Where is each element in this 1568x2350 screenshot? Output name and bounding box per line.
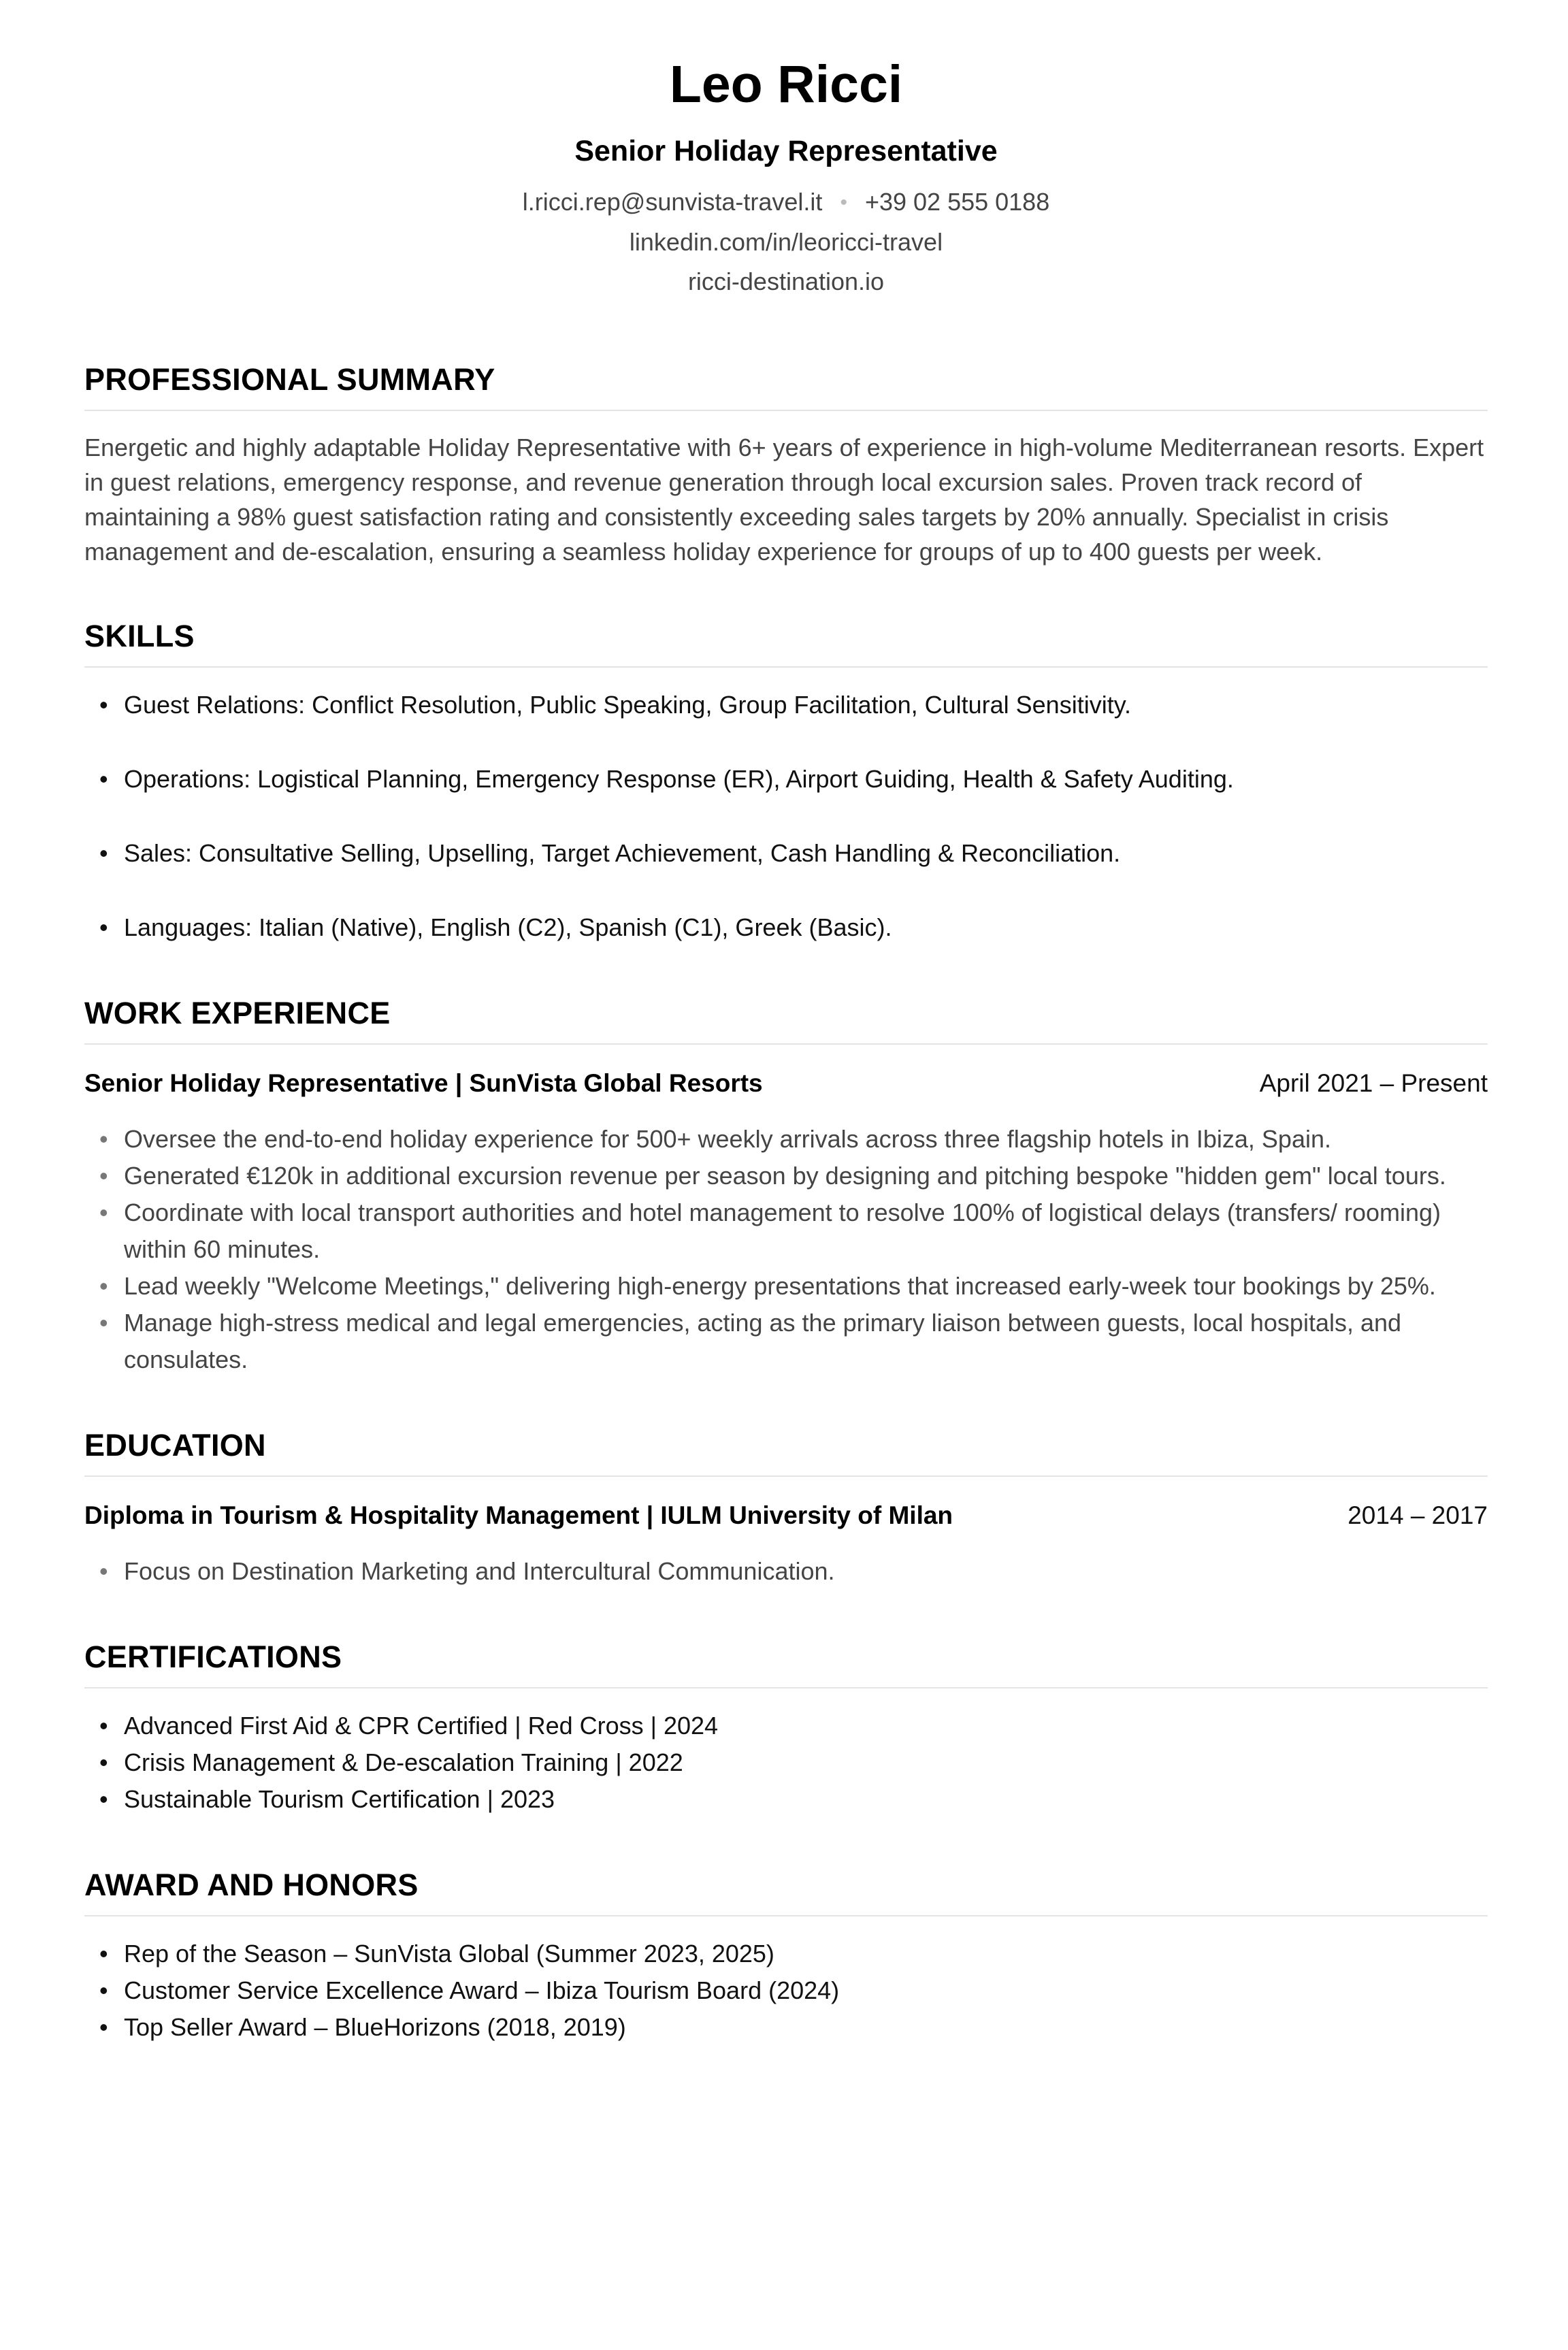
- education-bullets: [84, 1553, 1488, 1590]
- summary-text: Energetic and highly adaptable Holiday Representative with 6+ years of experience in high-volume Mediterranean resorts. Expert in guest relations, emergency response, and revenue generation through local excursion sales. Proven track record of maintaining a 98% guest satisfaction rating and consistently exceeding sales targets by 20% annually. Specialist in crisis management and de-escalation, ensuring a seamless holiday experience for groups of up to 400 guests per week.: [84, 434, 1484, 566]
- section-heading-education: EDUCATION: [84, 1430, 1488, 1477]
- bullet-icon: •: [99, 913, 108, 941]
- bullet-icon: •: [99, 1785, 108, 1813]
- list-item: • Lead weekly "Welcome Meetings," delivering high-energy presentations that increased early-week tour bookings by 25%.: [84, 1268, 1488, 1305]
- list-item: • Generated €120k in additional excursion revenue per season by designing and pitching bespoke "hidden gem" local tours.: [84, 1158, 1488, 1194]
- bullet-icon: •: [99, 1272, 108, 1300]
- candidate-role: Senior Holiday Representative: [574, 135, 998, 167]
- section-heading-awards: AWARD AND HONORS: [84, 1870, 1488, 1916]
- degree-title: Diploma in Tourism & Hospitality Management | IULM University of Milan: [84, 1501, 953, 1529]
- bullet-icon: •: [99, 691, 108, 719]
- skills-list: [84, 687, 1488, 946]
- bullet-icon: •: [99, 1940, 108, 1968]
- bullet-icon: •: [99, 2013, 108, 2041]
- section-summary: [84, 364, 1488, 569]
- phone-number[interactable]: +39 02 555 0188: [864, 188, 1050, 216]
- bullet-icon: •: [99, 1976, 108, 2004]
- list-item: • Oversee the end-to-end holiday experience for 500+ weekly arrivals across three flagship hotels in Ibiza, Spain.: [84, 1121, 1488, 1158]
- list-item: • Languages: Italian (Native), English (C2), Spanish (C1), Greek (Basic).: [84, 909, 1488, 946]
- awards-list: [84, 1936, 1488, 2046]
- list-item: • Sales: Consultative Selling, Upselling, Target Achievement, Cash Handling & Reconciliation.: [84, 835, 1488, 872]
- section-heading-certifications: CERTIFICATIONS: [84, 1642, 1488, 1688]
- bullet-icon: •: [99, 839, 108, 867]
- list-item: • Operations: Logistical Planning, Emergency Response (ER), Airport Guiding, Health & Safety Auditing.: [84, 761, 1488, 798]
- section-heading-skills: SKILLS: [84, 621, 1488, 668]
- section-certifications: [84, 1639, 1488, 1818]
- bullet-icon: •: [99, 765, 108, 793]
- contact-line-primary: [84, 182, 1488, 223]
- certifications-list: [84, 1708, 1488, 1818]
- website-link[interactable]: ricci-destination.io: [687, 267, 885, 295]
- section-heading-summary: PROFESSIONAL SUMMARY: [84, 364, 1488, 411]
- candidate-name: Leo Ricci: [669, 55, 903, 114]
- education-entry-header: [84, 1497, 1488, 1534]
- job-title: Senior Holiday Representative | SunVista Global Resorts: [84, 1069, 763, 1097]
- resume-header: [84, 55, 1488, 301]
- bullet-icon: •: [99, 1712, 108, 1740]
- section-experience: [84, 998, 1488, 1378]
- list-item: • Coordinate with local transport authorities and hotel management to resolve 100% of logistical delays (transfers/ rooming) within 60 minutes.: [84, 1194, 1488, 1268]
- separator-dot: •: [840, 191, 847, 214]
- list-item: • Focus on Destination Marketing and Intercultural Communication.: [84, 1553, 1488, 1590]
- section-education: [84, 1430, 1488, 1590]
- bullet-icon: •: [99, 1748, 108, 1776]
- experience-entry-header: [84, 1065, 1488, 1102]
- list-item: • Top Seller Award – BlueHorizons (2018, 2019): [84, 2009, 1488, 2046]
- bullet-icon: •: [99, 1309, 108, 1337]
- bullet-icon: •: [99, 1557, 108, 1585]
- section-awards: [84, 1867, 1488, 2046]
- linkedin-link[interactable]: linkedin.com/in/leoricci-travel: [629, 228, 943, 256]
- list-item: • Customer Service Excellence Award – Ibiza Tourism Board (2024): [84, 1972, 1488, 2009]
- experience-bullets: [84, 1121, 1488, 1378]
- section-heading-experience: WORK EXPERIENCE: [84, 998, 1488, 1045]
- job-date: April 2021 – Present: [1259, 1069, 1488, 1097]
- degree-date: 2014 – 2017: [1348, 1501, 1488, 1529]
- bullet-icon: •: [99, 1162, 108, 1190]
- list-item: • Rep of the Season – SunVista Global (Summer 2023, 2025): [84, 1936, 1488, 1972]
- list-item: • Manage high-stress medical and legal emergencies, acting as the primary liaison between guests, local hospitals, and consulates.: [84, 1305, 1488, 1378]
- contact-info: [84, 182, 1488, 301]
- list-item: • Guest Relations: Conflict Resolution, Public Speaking, Group Facilitation, Cultural Sensitivity.: [84, 687, 1488, 723]
- list-item: • Advanced First Aid & CPR Certified | Red Cross | 2024: [84, 1708, 1488, 1744]
- email-link[interactable]: l.ricci.rep@sunvista-travel.it: [522, 188, 823, 216]
- section-skills: [84, 621, 1488, 946]
- bullet-icon: •: [99, 1125, 108, 1153]
- bullet-icon: •: [99, 1198, 108, 1226]
- list-item: • Sustainable Tourism Certification | 2023: [84, 1781, 1488, 1818]
- list-item: • Crisis Management & De-escalation Training | 2022: [84, 1744, 1488, 1781]
